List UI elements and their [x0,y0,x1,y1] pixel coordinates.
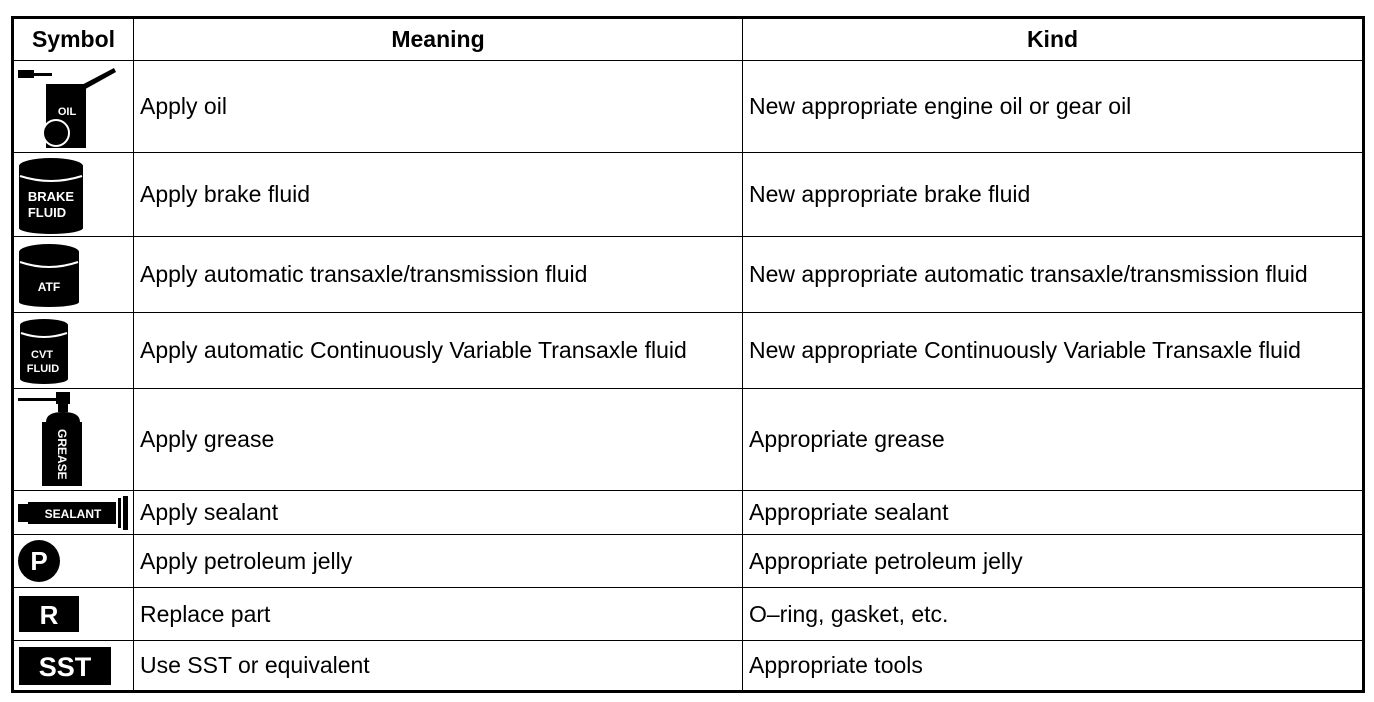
table-row [13,153,1364,237]
table-row [13,389,1364,491]
kind-cell: Appropriate grease [743,389,1364,491]
svg-text:FLUID: FLUID [26,362,60,375]
svg-text:R: R [39,600,59,630]
table-row [13,61,1364,153]
svg-text:P: P [30,546,48,576]
kind-cell: New appropriate engine oil or gear oil [743,61,1364,153]
replace-part-icon [18,594,82,634]
svg-text:CVT: CVT [31,348,53,361]
meaning-cell: Apply automatic Continuously Variable Transaxle fluid [134,313,743,389]
svg-text:SST: SST [38,651,92,682]
symbol-cell [13,535,134,588]
petroleum-jelly-icon [18,538,64,584]
symbol-cell [13,313,134,389]
table-row [13,641,1364,692]
symbol-cell [13,641,134,692]
cvt-fluid-can-icon [18,317,74,385]
meaning-cell: Apply oil [134,61,743,153]
header-kind: Kind [743,18,1364,61]
svg-text:BRAKE: BRAKE [27,188,75,204]
table-row [13,237,1364,313]
meaning-cell: Apply grease [134,389,743,491]
atf-can-icon [18,242,84,308]
svg-text:FLUID: FLUID [27,204,67,220]
kind-cell: New appropriate brake fluid [743,153,1364,237]
kind-cell: New appropriate Continuously Variable Transaxle fluid [743,313,1364,389]
kind-cell: O–ring, gasket, etc. [743,588,1364,641]
symbol-cell [13,588,134,641]
svg-text:ATF: ATF [37,279,61,294]
meaning-cell: Replace part [134,588,743,641]
symbol-cell [13,389,134,491]
symbol-table [11,16,1365,693]
svg-text:SEALANT: SEALANT [44,506,102,521]
table-row [13,491,1364,535]
grease-can-icon [18,392,98,488]
kind-cell: Appropriate sealant [743,491,1364,535]
header-symbol: Symbol [13,18,134,61]
kind-cell: Appropriate petroleum jelly [743,535,1364,588]
sst-icon [18,645,114,687]
table-row [13,313,1364,389]
kind-cell: New appropriate automatic transaxle/transmission fluid [743,237,1364,313]
symbol-cell [13,237,134,313]
header-meaning: Meaning [134,18,743,61]
symbol-cell [13,491,134,535]
svg-text:GREASE: GREASE [55,428,69,480]
sealant-tube-icon [18,495,130,531]
brake-fluid-can-icon [18,156,88,234]
meaning-cell: Apply petroleum jelly [134,535,743,588]
symbol-cell [13,153,134,237]
kind-cell: Appropriate tools [743,641,1364,692]
meaning-cell: Use SST or equivalent [134,641,743,692]
table-row [13,535,1364,588]
svg-text:OIL: OIL [57,105,77,118]
oil-can-icon [18,64,118,150]
meaning-cell: Apply sealant [134,491,743,535]
meaning-cell: Apply automatic transaxle/transmission fluid [134,237,743,313]
symbol-cell [13,61,134,153]
table-row [13,588,1364,641]
meaning-cell: Apply brake fluid [134,153,743,237]
header-row [13,18,1364,61]
